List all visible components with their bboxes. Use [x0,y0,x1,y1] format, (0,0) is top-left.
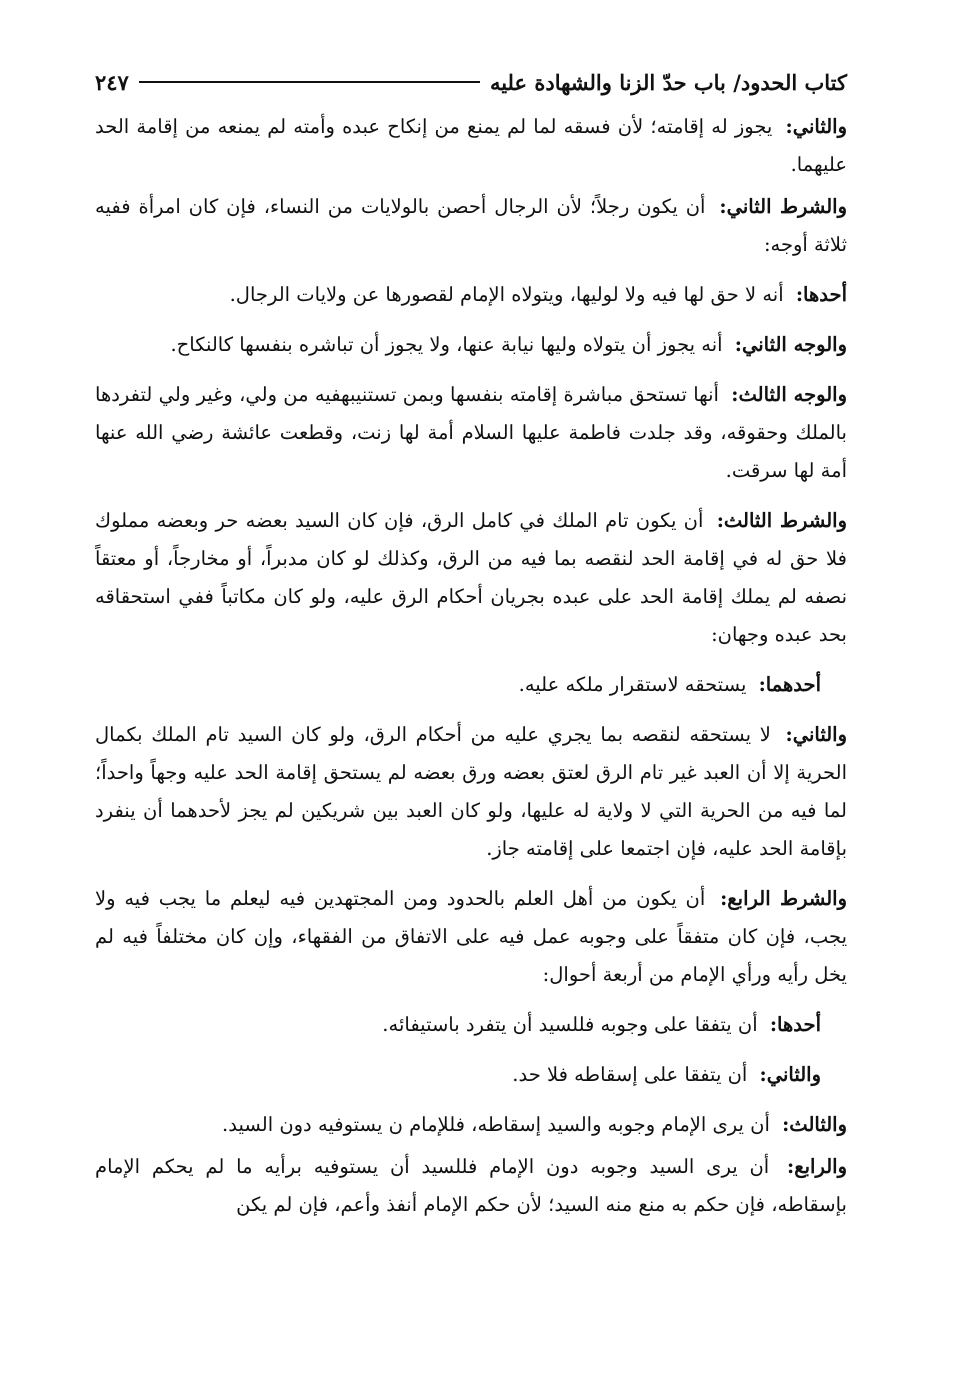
paragraph [95,1106,847,1144]
paragraph-label: أحدها: [769,1013,821,1036]
running-header [95,62,847,102]
paragraph [95,716,847,868]
paragraph-text: أنه لا حق لها فيه ولا لوليها، ويتولاه الإمام لقصورها عن ولايات الرجال. [229,283,784,306]
paragraph-label: والشرط الرابع: [720,887,848,910]
paragraph-label: والثاني: [759,1063,821,1086]
paragraph-label: والوجه الثالث: [731,383,847,406]
paragraph-text: أن يرى السيد وجوبه دون الإمام فللسيد أن يستوفيه برأيه ما لم يحكم الإمام بإسقاطه، فإن حكم به منع منه السيد؛ لأن حكم الإمام أنفذ وأعم، فإن لم يكن [95,1155,847,1216]
paragraph [95,326,847,364]
paragraph-label: والشرط الثالث: [716,509,847,532]
page-number: ٢٤٧ [95,69,129,95]
paragraph [95,1148,847,1224]
paragraph-text: يستحقه لاستقرار ملكه عليه. [518,673,747,696]
paragraph [95,108,847,184]
paragraph [95,276,847,314]
paragraph-label: والرابع: [787,1155,848,1178]
header-rule [139,81,480,83]
paragraph-text: أن يرى الإمام وجوبه والسيد إسقاطه، فللإمام ن يستوفيه دون السيد. [222,1113,770,1136]
paragraph-text: أن يتفقا على وجوبه فللسيد أن يتفرد باستيفائه. [382,1013,758,1036]
paragraph-text: يجوز له إقامته؛ لأن فسقه لما لم يمنع من إنكاح عبده وأمته لم يمنعه من إقامة الحد عليهما. [95,115,847,176]
paragraph-text: أنها تستحق مباشرة إقامته بنفسها وبمن تستنيبهفيه من ولي، وغير ولي لتفردها بالملك وحقوقه، وقد جلدت فاطمة عليها السلام أمة لها زنت، وقطعت عائشة رضي الله عنها أمة لها سرقت. [95,383,847,482]
paragraph [95,502,847,654]
document-page [95,62,847,1228]
paragraph [95,376,847,490]
paragraph-label: والثاني: [785,723,847,746]
paragraph [95,1006,847,1044]
paragraph-text: لا يستحقه لنقصه بما يجري عليه من أحكام الرق، ولو كان السيد تام الملك بكمال الحرية إلا أن العبد غير تام الرق لعتق بعضه ورق بعضه لم يستحق إقامة الحد عليه وجهاً واحداً؛ لما فيه من الحرية التي لا ولاية له عليها، ولو كان العبد بين شريكين لم يجز لأحدهما أن ينفرد بإقامة الحد عليه، فإن اجتمعا على إقامته جاز. [95,723,847,860]
paragraph-label: والثالث: [782,1113,847,1136]
paragraph-text: أنه يجوز أن يتولاه وليها نيابة عنها، ولا يجوز أن تباشره بنفسها كالنكاح. [170,333,723,356]
paragraph [95,1056,847,1094]
paragraph-text: أن يكون تام الملك في كامل الرق، فإن كان السيد بعضه حر وبعضه مملوك فلا حق له في إقامة الحد لنقصه بما فيه من الرق، وكذلك لو كان مدبراً، أو مخارجاً، أو معتقاً نصفه لم يملك إقامة الحد على عبده بجريان أحكام الرق عليه، ولو كان مكاتباً ففي استحقاقه بحد عبده وجهان: [95,509,847,646]
paragraph-label: أحدهما: [758,673,821,696]
paragraph-text: أن يكون رجلاً؛ لأن الرجال أحصن بالولايات من النساء، فإن كان امرأة ففيه ثلاثة أوجه: [95,195,847,256]
paragraph-label: والشرط الثاني: [719,195,847,218]
header-title: كتاب الحدود/ باب حدّ الزنا والشهادة عليه [489,69,847,95]
paragraph [95,880,847,994]
paragraph-text: أن يتفقا على إسقاطه فلا حد. [512,1063,748,1086]
paragraph [95,666,847,704]
paragraph-label: والوجه الثاني: [734,333,847,356]
paragraph-label: أحدها: [795,283,847,306]
paragraph [95,188,847,264]
paragraph-text: أن يكون من أهل العلم بالحدود ومن المجتهدين فيه ليعلم ما يجب فيه ولا يجب، فإن كان متفقاً على وجوبه عمل فيه على الاتفاق من الفقهاء، وإن كان مختلفاً فيه لم يخل رأيه ورأي الإمام من أربعة أحوال: [95,887,847,986]
paragraph-label: والثاني: [785,115,847,138]
